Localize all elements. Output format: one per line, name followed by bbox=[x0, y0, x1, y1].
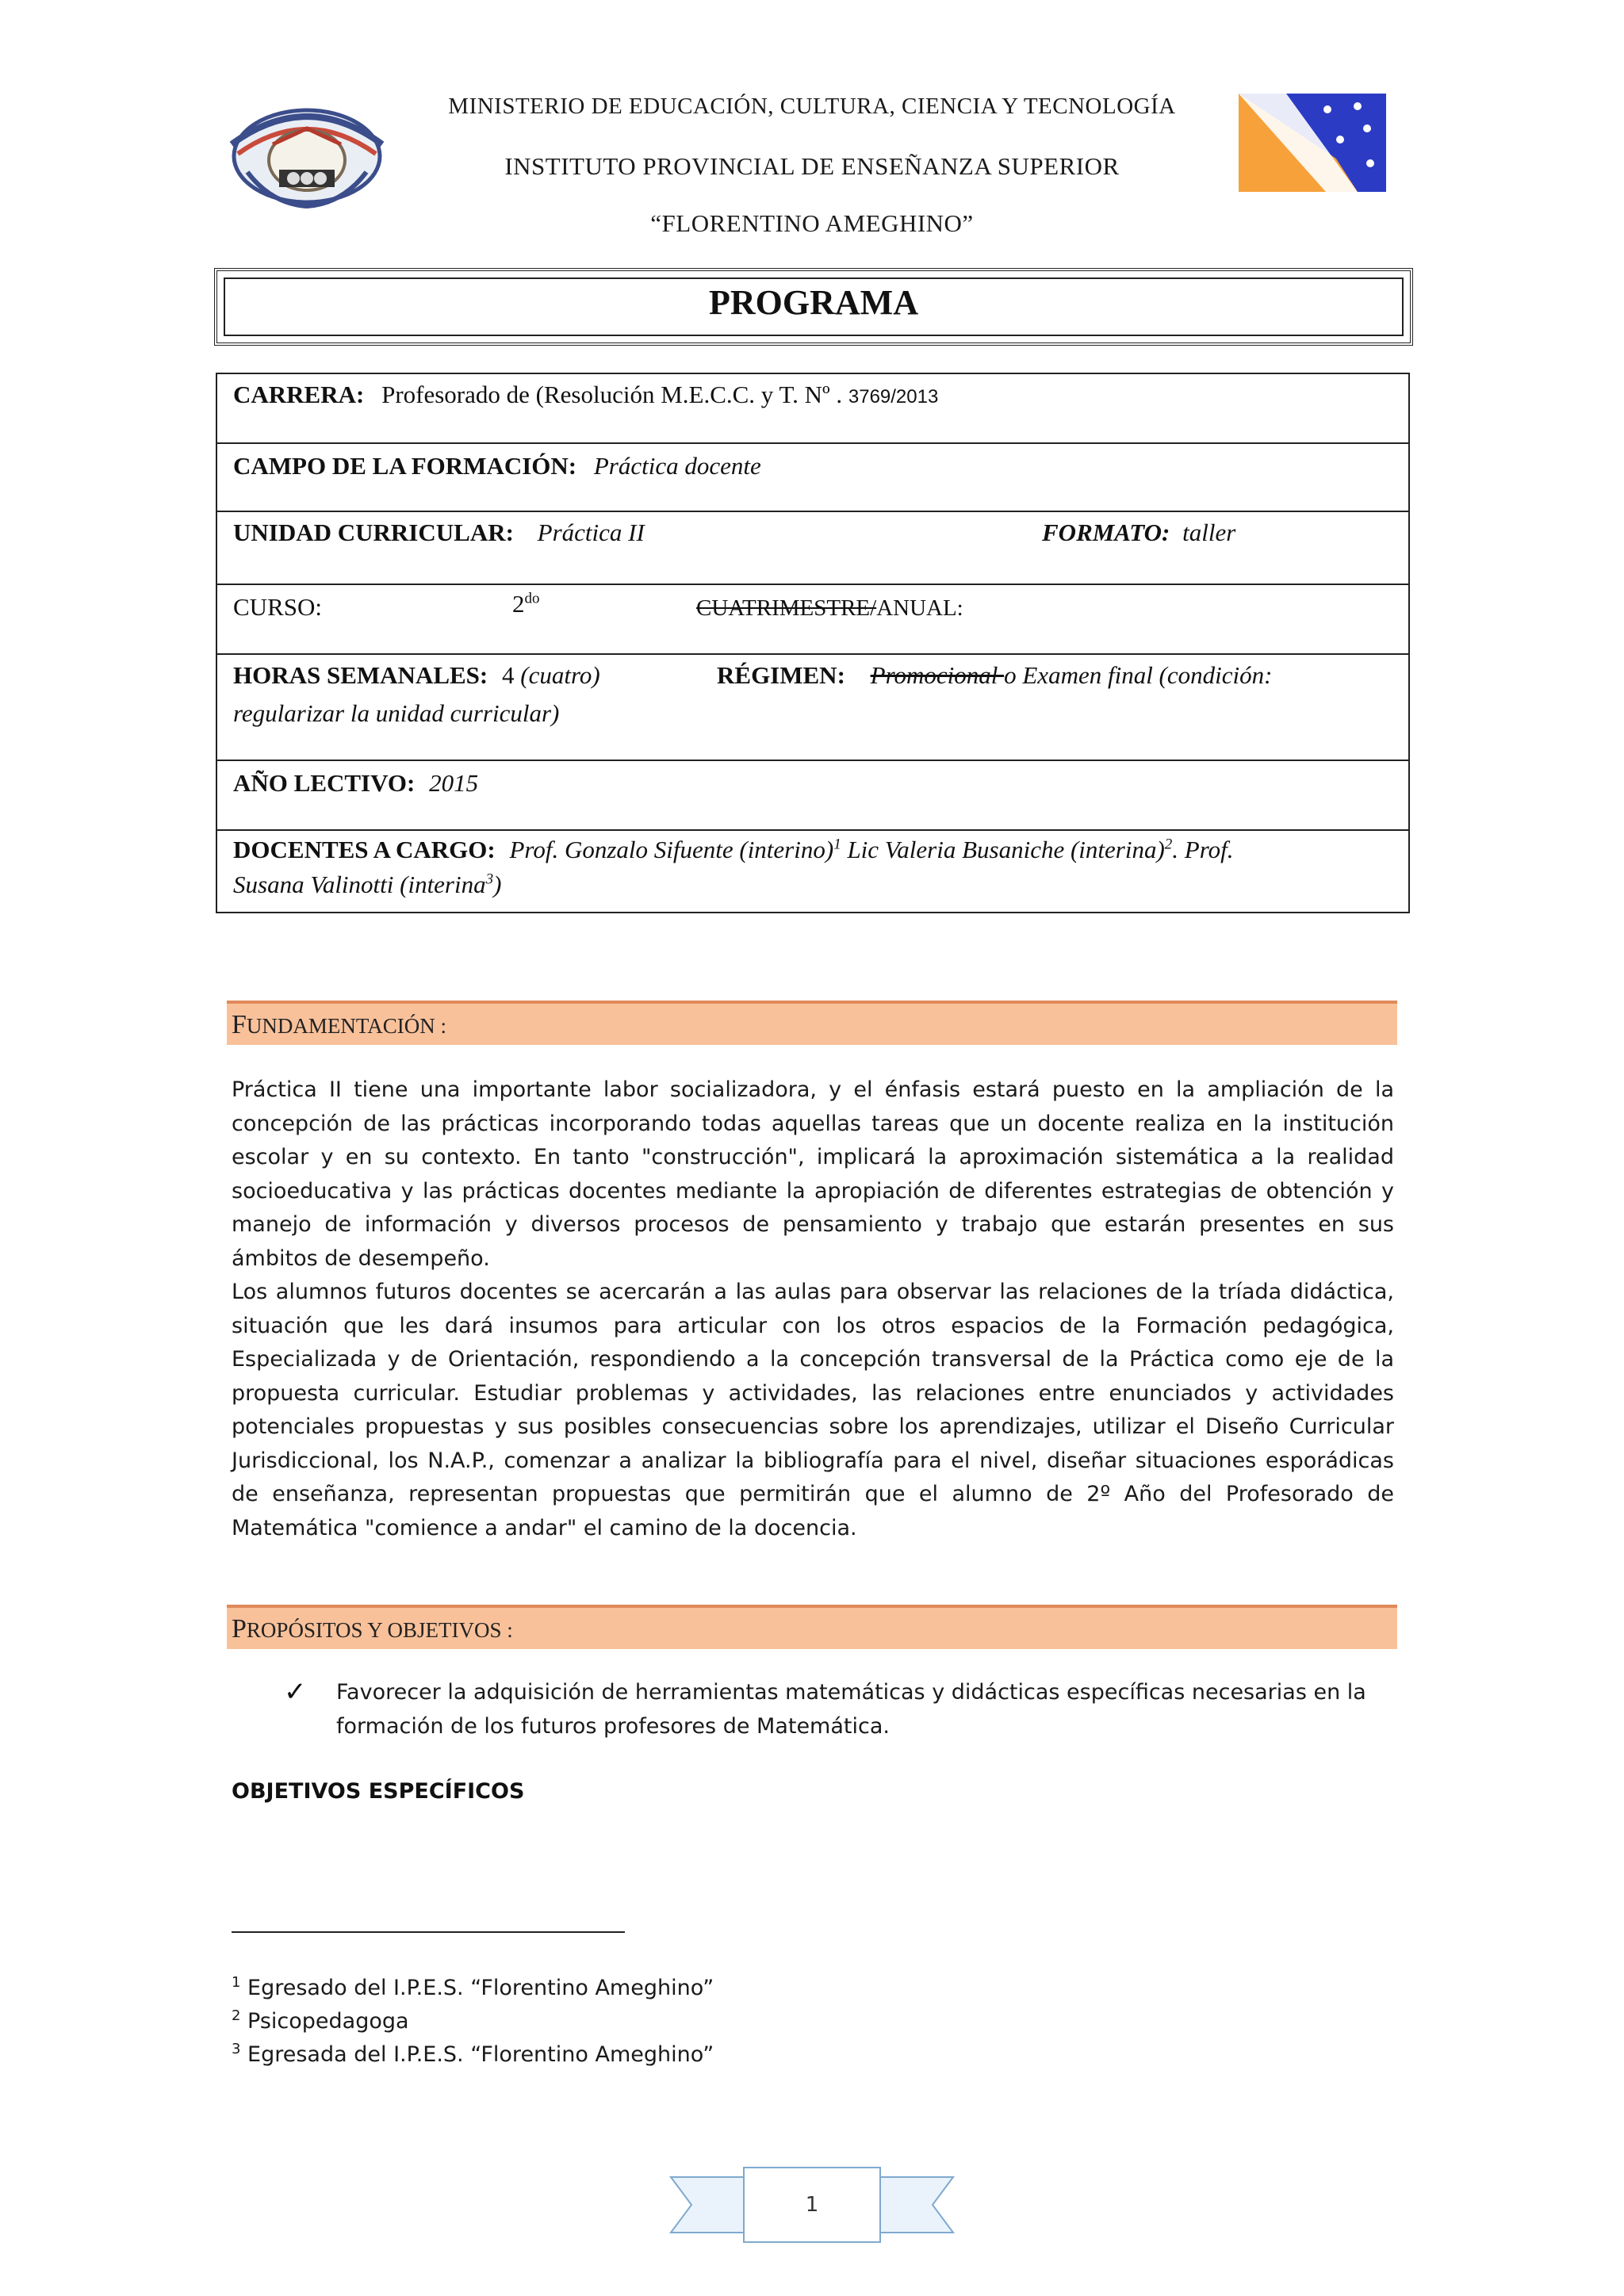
docente-2-sup: 2 bbox=[1164, 836, 1173, 853]
regimen-value: o Examen final (condición: bbox=[1004, 661, 1273, 689]
fundamentacion-title-cap: F bbox=[232, 1010, 247, 1039]
unidad-value: Práctica II bbox=[537, 519, 645, 546]
docente-3: Susana Valinotti (interina bbox=[233, 871, 486, 898]
campo-value: Práctica docente bbox=[593, 452, 761, 480]
fundamentacion-paragraph-1: Práctica II tiene una importante labor socializadora, y el énfasis estará puesto en la ampliación de la concepción de las prácticas incorporando todas aquellas tareas que un docente realiza en la institución escolar y en su contexto. En tanto "construcción", implicará la aproximación sistemática a la realidad socioeducativa y las prácticas docentes mediante la apropiación de diferentes estrategias de obtención y manejo de información y diversos procesos de pensamiento y trabajo que estarán presentes en sus ámbitos de desempeño. bbox=[232, 1077, 1394, 1271]
programa-title-box bbox=[214, 268, 1413, 346]
province-flag-logo bbox=[1239, 94, 1386, 192]
row-anio bbox=[217, 761, 1408, 831]
page-number: 1 bbox=[805, 2193, 819, 2217]
checkmark-icon: ✓ bbox=[284, 1678, 307, 1707]
row-unidad bbox=[217, 512, 1408, 585]
propositos-title: ROPÓSITOS Y OBJETIVOS : bbox=[246, 1618, 513, 1642]
row-horas bbox=[217, 655, 1408, 761]
header-institute-name: “FLORENTINO AMEGHINO” bbox=[650, 209, 974, 237]
horas-label: HORAS SEMANALES: bbox=[233, 661, 488, 689]
docente-3-close: ) bbox=[493, 871, 502, 898]
docente-1-sup: 1 bbox=[833, 836, 841, 853]
regimen-label: RÉGIMEN: bbox=[717, 661, 845, 689]
objetivos-especificos-heading: OBJETIVOS ESPECÍFICOS bbox=[232, 1779, 525, 1804]
course-info-table bbox=[216, 373, 1410, 913]
fundamentacion-title: UNDAMENTACIÓN : bbox=[246, 1014, 446, 1038]
row-curso bbox=[217, 585, 1408, 655]
docente-1: Prof. Gonzalo Sifuente (interino) bbox=[509, 836, 834, 863]
curso-value: 2 bbox=[512, 590, 525, 618]
header-institute: INSTITUTO PROVINCIAL DE ENSEÑANZA SUPERIOR bbox=[504, 152, 1120, 180]
anual-label: ANUAL: bbox=[876, 595, 963, 621]
formato-value: taller bbox=[1182, 519, 1236, 546]
curso-sup: do bbox=[524, 590, 540, 607]
fundamentacion-body bbox=[232, 1073, 1394, 1545]
footnote-1: $^1$ Egresado del I.P.E.S. “Florentino Ameghino” bbox=[232, 1974, 714, 2000]
horas-value: (cuatro) bbox=[520, 661, 600, 689]
cuatrimestre-struck: CUATRIMESTRE/ bbox=[696, 595, 877, 621]
section-propositos bbox=[227, 1605, 1397, 1649]
carrera-resolution: 3769/2013 bbox=[848, 386, 939, 408]
formato-label: FORMATO: bbox=[1042, 519, 1170, 546]
anio-value: 2015 bbox=[429, 769, 479, 797]
header-ministry: MINISTERIO DE EDUCACIÓN, CULTURA, CIENCIA Y TECNOLOGÍA bbox=[448, 94, 1176, 119]
carrera-label: CARRERA: bbox=[233, 381, 365, 408]
propositos-title-cap: P bbox=[232, 1614, 247, 1644]
anio-label: AÑO LECTIVO: bbox=[233, 769, 416, 797]
row-carrera bbox=[217, 374, 1408, 444]
footnote-2: $^2$ Psicopedagoga bbox=[232, 2007, 409, 2034]
campo-label: CAMPO DE LA FORMACIÓN: bbox=[233, 452, 577, 480]
unidad-label: UNIDAD CURRICULAR: bbox=[233, 519, 514, 546]
carrera-value: Profesorado de (Resolución M.E.C.C. y T. Nº . bbox=[381, 381, 843, 408]
page-title: PROGRAMA bbox=[709, 283, 918, 322]
regimen-struck: Promocional bbox=[870, 661, 1005, 689]
row-campo bbox=[217, 444, 1408, 512]
docentes-label: DOCENTES A CARGO: bbox=[233, 836, 496, 863]
docente-2: Lic Valeria Busaniche (interina) bbox=[841, 836, 1165, 863]
fundamentacion-paragraph-2: Los alumnos futuros docentes se acercarán a las aulas para observar las relaciones de la tríada didáctica, situación que les dará insumos para articular con los otros espacios de la Formación pedagógica, Especializada y de Orientación, respondiendo a la concepción transversal de la Práctica como eje de la propuesta curricular. Estudiar problemas y actividades, las relaciones entre enunciados y actividades potenciales propuestas y sus posibles consecuencias sobre los aprendizajes, utilizar el Diseño Curricular Jurisdiccional, los N.A.P., comenzar a analizar la bibliografía para el nivel, diseñar situaciones esporádicas de enseñanza, representan propuestas que permitirán que el alumno de 2º Año del Profesorado de Matemática "comience a andar" el camino de la docencia. bbox=[232, 1280, 1394, 1540]
page-number-ribbon bbox=[668, 2161, 956, 2260]
docente-3-sup: 3 bbox=[485, 871, 494, 888]
footnote-divider bbox=[232, 1931, 625, 1933]
row-docentes bbox=[217, 831, 1408, 912]
regimen-value-cont: regularizar la unidad curricular) bbox=[233, 699, 560, 727]
proposito-item: Favorecer la adquisición de herramientas matemáticas y didácticas específicas necesarias en la formación de los futuros profesores de Matemática. bbox=[336, 1680, 1366, 1739]
footnote-3: $^3$ Egresada del I.P.E.S. “Florentino Ameghino” bbox=[232, 2041, 714, 2067]
horas-num: 4 bbox=[502, 661, 515, 689]
curso-label: CURSO: bbox=[233, 593, 322, 621]
docente-3-prefix: . Prof. bbox=[1172, 836, 1234, 863]
section-fundamentacion bbox=[227, 1001, 1397, 1045]
